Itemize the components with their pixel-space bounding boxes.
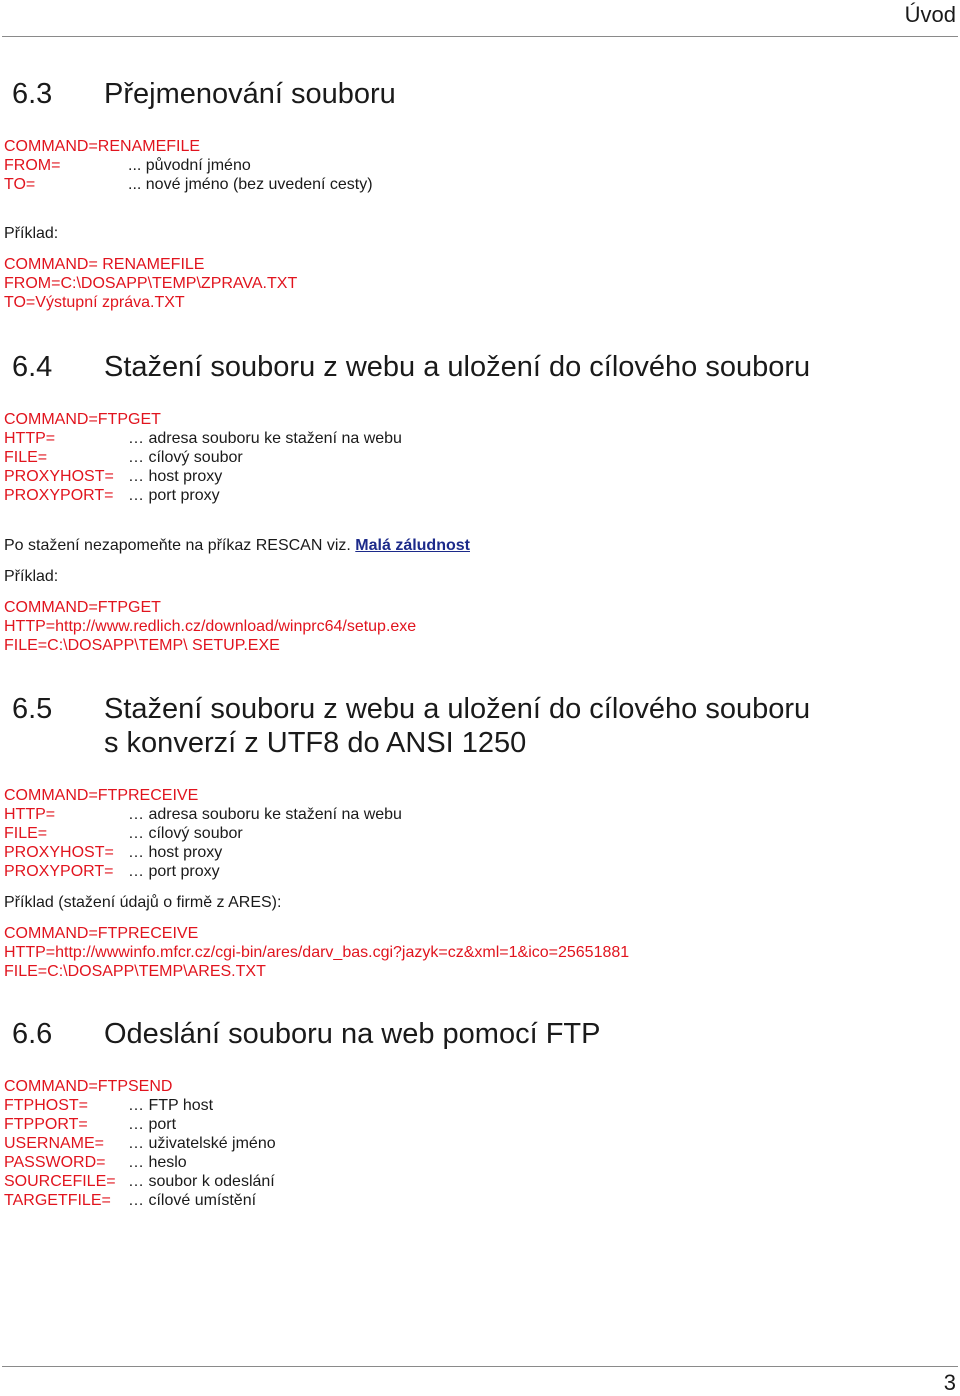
example-line: FROM=C:\DOSAPP\TEMP\ZPRAVA.TXT [4, 275, 298, 292]
param-line: FROM= ... původní jméno [4, 157, 251, 174]
note-line [4, 536, 960, 555]
section-number: 6.5 [12, 693, 53, 725]
param-line: USERNAME= … uživatelské jméno [4, 1135, 276, 1152]
section-title-line-2: s konverzí z UTF8 do ANSI 1250 [104, 727, 527, 759]
section-6-3 [0, 77, 960, 312]
param-line: FTPPORT= … port [4, 1116, 177, 1133]
example-line: COMMAND=FTPGET [4, 599, 161, 616]
section-number: 6.4 [12, 351, 53, 383]
page-number: 3 [943, 1370, 956, 1395]
section-number: 6.6 [12, 1018, 53, 1050]
section-title: Odeslání souboru na web pomocí FTP [104, 1018, 601, 1050]
section-heading [0, 1017, 960, 1051]
mala-zaludnost-link[interactable]: Malá záludnost [355, 537, 470, 554]
section-heading [0, 77, 960, 111]
command-line: COMMAND=RENAMEFILE [4, 138, 201, 155]
example-line: HTTP=http://wwwinfo.mfcr.cz/cgi-bin/ares/darv_bas.cgi?jazyk=cz&xml=1&ico=25651881 [4, 944, 630, 961]
example-line: FILE=C:\DOSAPP\TEMP\ARES.TXT [4, 963, 266, 980]
param-line: TO= ... nové jméno (bez uvedení cesty) [4, 176, 373, 193]
note-text: Po stažení nezapomeňte na příkaz RESCAN viz. [4, 537, 351, 554]
example-line: HTTP=http://www.redlich.cz/download/winprc64/setup.exe [4, 618, 417, 635]
param-line: TARGETFILE= … cílové umístění [4, 1192, 257, 1209]
param-line: PASSWORD= … heslo [4, 1154, 187, 1171]
running-header: Úvod [904, 2, 956, 27]
section-heading [0, 350, 960, 384]
command-line: COMMAND=FTPSEND [4, 1078, 173, 1095]
section-title: Přejmenování souboru [104, 78, 396, 110]
command-line: COMMAND=FTPGET [4, 411, 161, 428]
example-line: FILE=C:\DOSAPP\TEMP\ SETUP.EXE [4, 637, 280, 654]
section-6-5 [0, 692, 960, 981]
param-line: PROXYPORT= … port proxy [4, 487, 220, 504]
example-label: Příklad: [4, 568, 59, 585]
param-line: PROXYHOST= … host proxy [4, 844, 223, 861]
header-rule [2, 36, 958, 37]
section-title: Stažení souboru z webu a uložení do cílového souboru [104, 693, 811, 725]
param-line: HTTP= … adresa souboru ke stažení na webu [4, 430, 402, 447]
section-heading [0, 692, 960, 726]
param-line: FILE= … cílový soubor [4, 825, 243, 842]
param-line: PROXYPORT= … port proxy [4, 863, 220, 880]
section-6-6 [0, 1017, 960, 1210]
param-line: FILE= … cílový soubor [4, 449, 243, 466]
example-line: COMMAND= RENAMEFILE [4, 256, 205, 273]
footer-rule [2, 1366, 958, 1367]
example-label: Příklad: [4, 225, 59, 242]
param-line: HTTP= … adresa souboru ke stažení na webu [4, 806, 402, 823]
param-line: SOURCEFILE= … soubor k odeslání [4, 1173, 275, 1190]
section-number: 6.3 [12, 78, 53, 110]
param-line: FTPHOST= … FTP host [4, 1097, 214, 1114]
command-line: COMMAND=FTPRECEIVE [4, 787, 199, 804]
param-line: PROXYHOST= … host proxy [4, 468, 223, 485]
section-6-4 [0, 350, 960, 655]
example-line: COMMAND=FTPRECEIVE [4, 925, 199, 942]
example-line: TO=Výstupní zpráva.TXT [4, 294, 185, 311]
example-label: Příklad (stažení údajů o firmě z ARES): [4, 894, 282, 911]
section-title: Stažení souboru z webu a uložení do cílového souboru [104, 351, 811, 383]
